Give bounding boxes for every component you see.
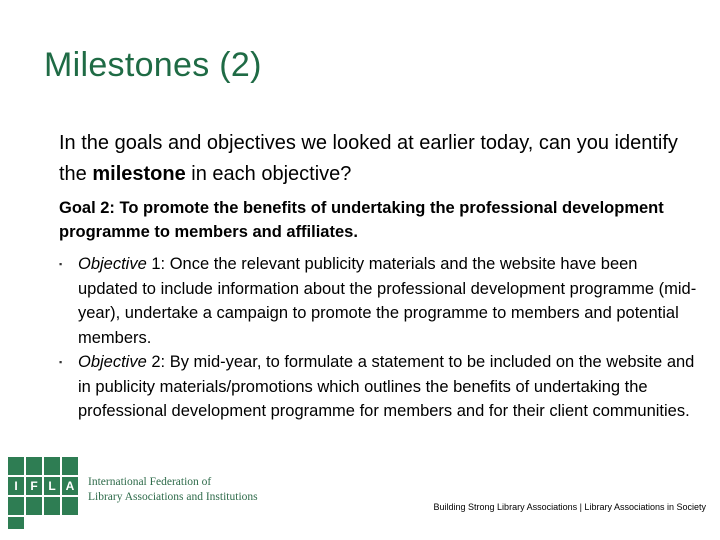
list-item xyxy=(59,350,699,424)
intro-text-end: in each objective? xyxy=(185,163,352,185)
objectives-list xyxy=(59,252,699,424)
objective-label: Objective xyxy=(78,353,147,371)
objective-label: Objective xyxy=(78,255,147,273)
logo-letter: I xyxy=(14,479,18,493)
logo-letter: F xyxy=(30,479,38,493)
logo-letter: A xyxy=(65,479,75,493)
footer-text: Building Strong Library Associations | Library Associations in Society xyxy=(433,502,706,512)
objective-text: 2: By mid-year, to formulate a statement to be included on the website and in publicity materials/promotions which outlines the benefits of undertaking the professional development programme for members and for their client communities. xyxy=(78,353,695,420)
goal-statement: Goal 2: To promote the benefits of undertaking the professional development programme to members and affiliates. xyxy=(59,199,664,241)
objective-text: 1: Once the relevant publicity materials and the website have been updated to include information about the professional development programme (mid-year), undertake a campaign to promote the programme to members and potential members. xyxy=(78,255,697,347)
bullet-icon: ▪ xyxy=(59,357,63,367)
list-item xyxy=(59,252,699,350)
logo-line-1: International Federation of xyxy=(88,476,212,488)
ifla-logo xyxy=(8,457,258,531)
bullet-icon: ▪ xyxy=(59,259,63,269)
intro-keyword: milestone xyxy=(92,163,186,185)
intro-text-start: In the goals and objectives we looked at earlier today, can you identify the xyxy=(59,132,678,185)
logo-letter: L xyxy=(48,479,56,493)
logo-line-2: Library Associations and Institutions xyxy=(88,491,258,503)
slide-title: Milestones (2) xyxy=(44,46,262,84)
intro-question xyxy=(59,128,699,190)
logo-wordmark xyxy=(88,475,258,505)
